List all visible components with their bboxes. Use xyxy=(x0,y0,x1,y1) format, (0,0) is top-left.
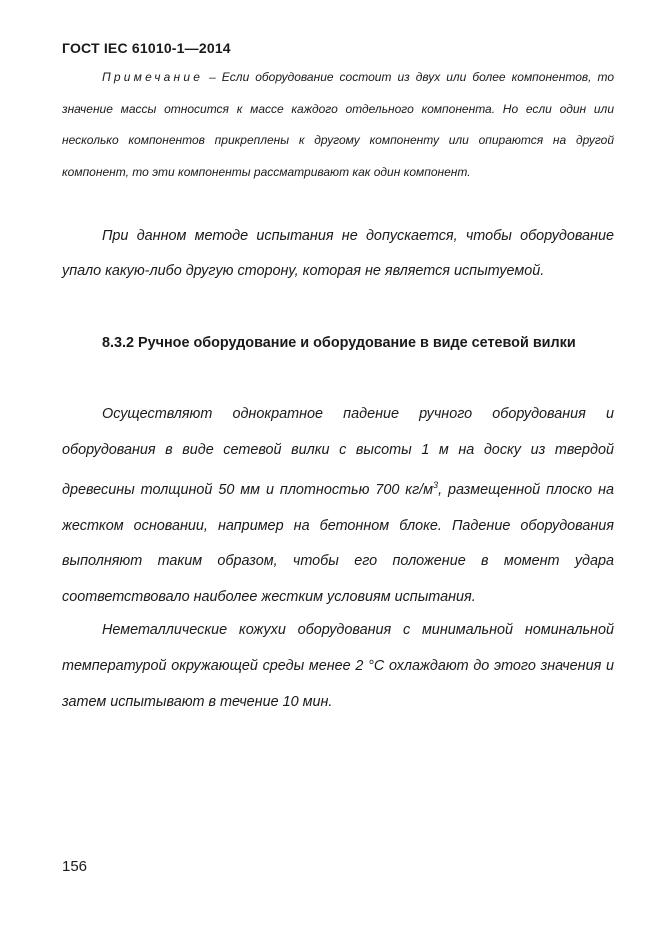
page-number: 156 xyxy=(62,858,88,875)
paragraph-drop-test-part2: , размещенной плоско на жестком основании, например на бетонном блоке. Падение оборудования выполняют таким образом, чтобы его положение в момент удара соответствовало наиболее жестким условиям испытания. xyxy=(62,481,614,605)
superscript-cubic: 3 xyxy=(433,480,439,491)
document-code-header: ГОСТ IEC 61010-1—2014 xyxy=(62,40,231,56)
section-number: 8.3.2 xyxy=(102,335,135,351)
paragraph-drop-test xyxy=(62,397,614,615)
section-title: Ручное оборудование и оборудование в виде сетевой вилки xyxy=(138,335,576,351)
paragraph-drop-test-part1: Осуществляют однократное падение ручного оборудования и оборудования в виде сетевой вилки с высоты 1 м на доску из твердой древесины толщиной 50 мм и плотностью 700 кг/м xyxy=(62,406,614,498)
paragraph-nonmetallic-enclosures: Неметаллические кожухи оборудования с минимальной номинальной температурой окружающей среды менее 2 °С охлаждают до этого значения и затем испытывают в течение 10 мин. xyxy=(62,622,614,710)
section-heading xyxy=(62,326,614,361)
note-block xyxy=(62,62,614,188)
note-label: Примечание xyxy=(102,70,204,84)
note-text: – Если оборудование состоит из двух или более компонентов, то значение массы относится к массе каждого отдельного компонента. Но если один или несколько компонентов прикреплены к другому компоненту или опираются на другой компонент, то эти компоненты рассматривают как один компонент. xyxy=(62,70,614,179)
paragraph-drop-side: При данном методе испытания не допускается, чтобы оборудование упало какую-либо другую сторону, которая не является испытуемой. xyxy=(62,228,614,279)
